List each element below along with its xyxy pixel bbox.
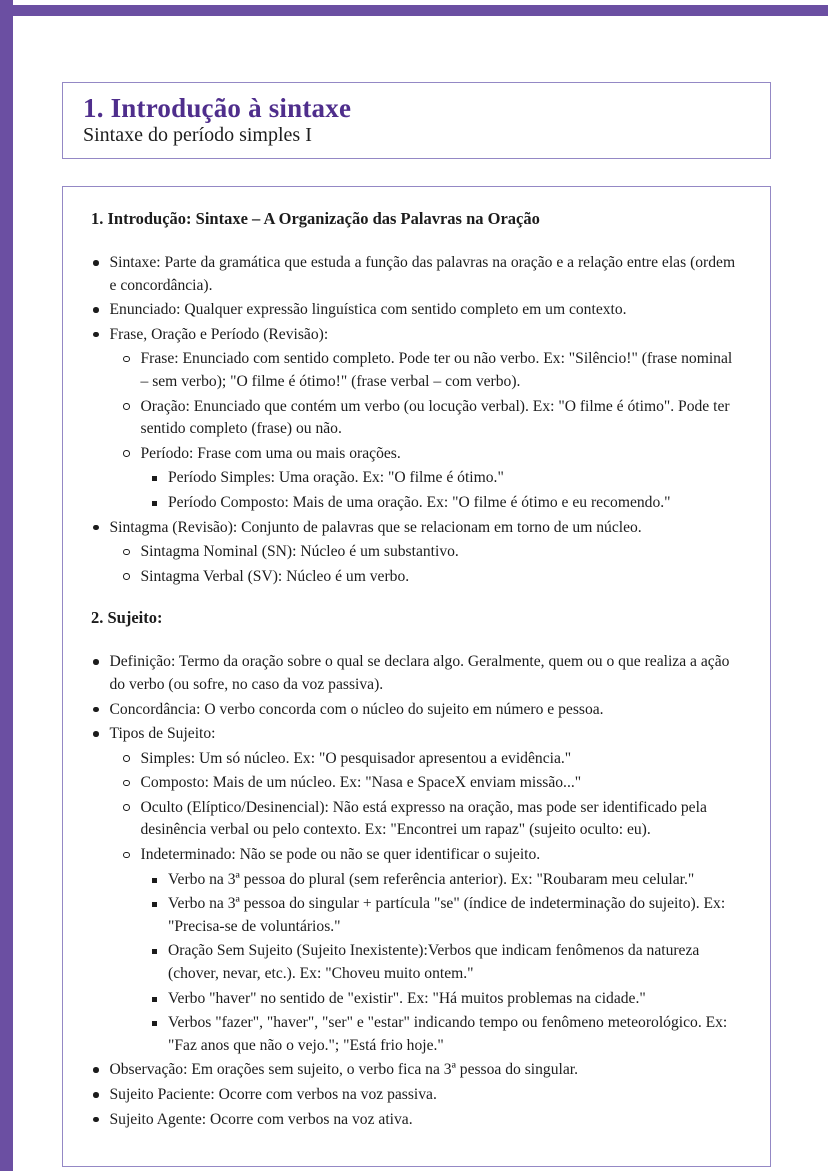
list-item-text: Observação: Em orações sem sujeito, o verbo fica na 3ª pessoa do singular.	[109, 1061, 579, 1079]
list-item	[91, 1084, 740, 1107]
circle-bullet-icon	[123, 804, 130, 811]
section-sujeito	[91, 608, 740, 1131]
top-accent-bar	[0, 5, 828, 16]
list-item	[91, 723, 740, 746]
list-item-text: Tipos de Sujeito:	[109, 725, 216, 743]
list-item-text: Período: Frase com uma ou mais orações.	[140, 444, 401, 462]
list-item	[91, 443, 740, 466]
square-bullet-icon	[152, 501, 157, 506]
list-item	[91, 699, 740, 722]
notes-card	[62, 186, 771, 1167]
list-item	[91, 566, 740, 589]
list-item	[91, 1109, 740, 1132]
disc-bullet-icon	[93, 659, 99, 665]
page-subtitle: Sintaxe do período simples I	[83, 124, 312, 147]
circle-bullet-icon	[123, 755, 130, 762]
list-item	[91, 541, 740, 564]
list-item	[91, 396, 740, 441]
page-title: 1. Introdução à sintaxe	[83, 93, 352, 123]
list-item-text: Sintagma Nominal (SN): Núcleo é um substantivo.	[140, 543, 459, 561]
disc-bullet-icon	[93, 1117, 99, 1123]
list-item	[91, 467, 740, 490]
disc-bullet-icon	[93, 1092, 99, 1098]
list-item	[91, 517, 740, 540]
circle-bullet-icon	[123, 852, 130, 859]
list-item	[91, 348, 740, 393]
list-item	[91, 797, 740, 842]
square-bullet-icon	[152, 997, 157, 1002]
disc-bullet-icon	[93, 707, 99, 713]
list-item-text: Simples: Um só núcleo. Ex: "O pesquisador apresentou a evidência."	[140, 749, 572, 767]
list-item-text: Verbo na 3ª pessoa do singular + partícula "se" (índice de indeterminação do sujeito). Ex: "Precisa-se de voluntários."	[168, 895, 726, 935]
circle-bullet-icon	[123, 356, 130, 363]
list-item	[91, 988, 740, 1011]
list-item	[91, 844, 740, 867]
square-bullet-icon	[152, 949, 157, 954]
disc-bullet-icon	[93, 260, 99, 266]
circle-bullet-icon	[123, 780, 130, 787]
list-item	[91, 492, 740, 515]
list-item-text: Período Simples: Uma oração. Ex: "O filme é ótimo."	[168, 469, 504, 487]
list-item-text: Sintaxe: Parte da gramática que estuda a função das palavras na oração e a relação entre elas (ordem e concordância).	[109, 254, 736, 294]
title-card	[62, 82, 771, 159]
list-item-text: Composto: Mais de um núcleo. Ex: "Nasa e SpaceX enviam missão..."	[140, 774, 582, 792]
list-item-text: Definição: Termo da oração sobre o qual se declara algo. Geralmente, quem ou o que realiza a ação do verbo (ou sofre, no caso da voz passiva).	[109, 653, 730, 693]
square-bullet-icon	[152, 1021, 157, 1026]
list-item-text: Oração Sem Sujeito (Sujeito Inexistente):Verbos que indicam fenômenos da natureza (chover, nevar, etc.). Ex: "Choveu muito ontem."	[168, 942, 700, 983]
list-item-text: Sintagma Verbal (SV): Núcleo é um verbo.	[140, 567, 410, 585]
list-item-text: Frase, Oração e Período (Revisão):	[109, 325, 329, 343]
circle-bullet-icon	[123, 403, 130, 410]
list-item	[91, 299, 740, 322]
list-item	[91, 252, 740, 297]
list-item-text: Concordância: O verbo concorda com o núcleo do sujeito em número e pessoa.	[109, 700, 604, 718]
disc-bullet-icon	[93, 731, 99, 737]
square-bullet-icon	[152, 902, 157, 907]
disc-bullet-icon	[93, 1067, 99, 1073]
circle-bullet-icon	[123, 549, 130, 556]
list-item	[91, 324, 740, 347]
square-bullet-icon	[152, 476, 157, 481]
circle-bullet-icon	[123, 450, 130, 457]
disc-bullet-icon	[93, 307, 99, 313]
disc-bullet-icon	[93, 525, 99, 531]
list-item-text: Verbo "haver" no sentido de "existir". Ex: "Há muitos problemas na cidade."	[168, 989, 646, 1007]
list-item-text: Período Composto: Mais de uma oração. Ex: "O filme é ótimo e eu recomendo."	[168, 493, 671, 511]
list-item-text: Oração: Enunciado que contém um verbo (ou locução verbal). Ex: "O filme é ótimo". Pode ter sentido completo (frase) ou não.	[140, 397, 730, 438]
list-item-text: Frase: Enunciado com sentido completo. Pode ter ou não verbo. Ex: "Silêncio!" (frase nominal – sem verbo); "O filme é ótimo!" (frase verbal – com verbo).	[140, 350, 733, 390]
list-item	[91, 772, 740, 795]
section-introducao	[91, 209, 740, 588]
list-item-text: Sintagma (Revisão): Conjunto de palavras que se relacionam em torno de um núcleo.	[109, 518, 642, 536]
section-heading: 1. Introdução: Sintaxe – A Organização das Palavras na Oração	[91, 209, 540, 228]
list-item	[91, 869, 740, 892]
list-item	[91, 1012, 740, 1057]
list-item	[91, 940, 740, 985]
list-item-text: Enunciado: Qualquer expressão linguística com sentido completo em um contexto.	[109, 301, 627, 319]
list-item-text: Verbos "fazer", "haver", "ser" e "estar" indicando tempo ou fenômeno meteorológico. Ex: "Faz anos que não o vejo."; "Está frio hoje."	[168, 1014, 728, 1054]
list-item-text: Oculto (Elíptico/Desinencial): Não está expresso na oração, mas pode ser identificado pela desinência verbal ou pelo contexto. Ex: "Encontrei um rapaz" (sujeito oculto: eu).	[140, 798, 707, 839]
list-item	[91, 893, 740, 938]
list-item	[91, 748, 740, 771]
list-item	[91, 1059, 740, 1082]
section-heading: 2. Sujeito:	[91, 608, 163, 628]
left-accent-stripe	[0, 0, 13, 1171]
square-bullet-icon	[152, 878, 157, 883]
list-item-text: Indeterminado: Não se pode ou não se quer identificar o sujeito.	[140, 846, 541, 864]
list-item	[91, 651, 740, 696]
list-item-text: Sujeito Paciente: Ocorre com verbos na voz passiva.	[109, 1086, 437, 1103]
list-item-text: Sujeito Agente: Ocorre com verbos na voz ativa.	[109, 1110, 413, 1128]
list-item-text: Verbo na 3ª pessoa do plural (sem referência anterior). Ex: "Roubaram meu celular."	[168, 870, 695, 888]
disc-bullet-icon	[93, 332, 99, 338]
circle-bullet-icon	[123, 573, 130, 580]
